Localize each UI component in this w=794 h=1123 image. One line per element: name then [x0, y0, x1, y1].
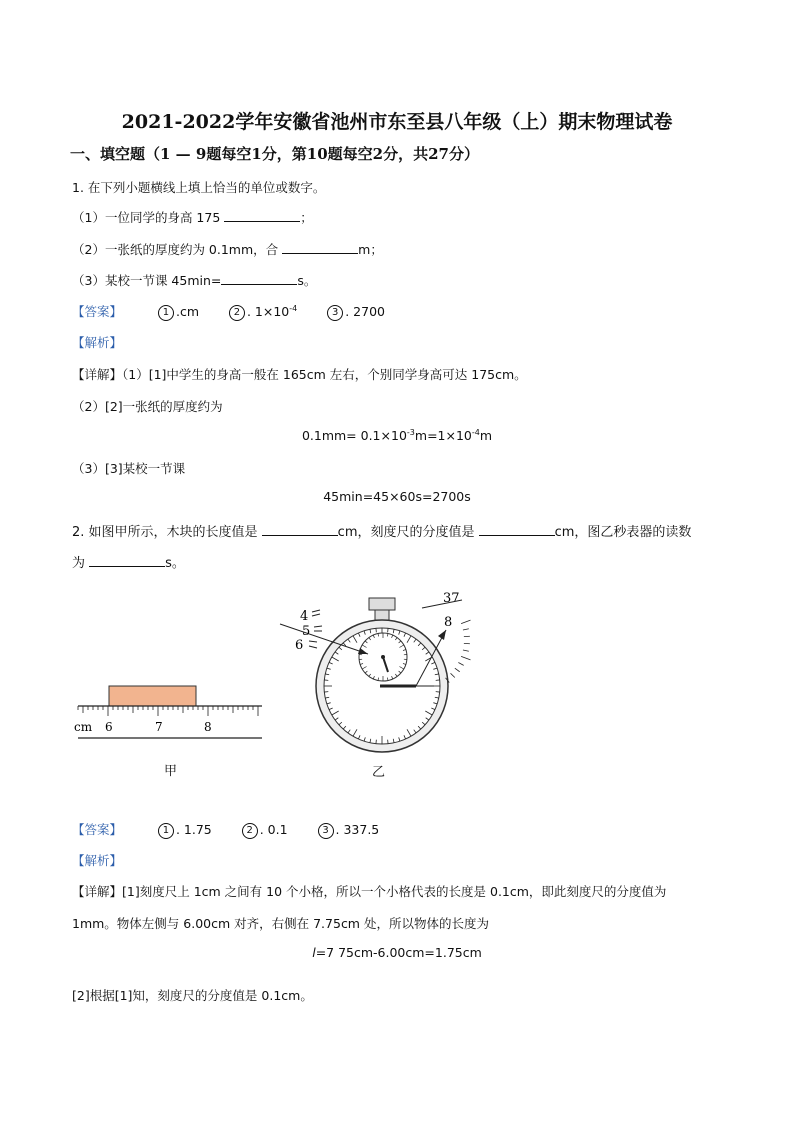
tick-mark: [461, 620, 470, 623]
subdial-zoom-label: 5: [302, 624, 311, 639]
answer-label: 【答案】: [72, 822, 123, 837]
q1-equation-1: [0, 428, 794, 443]
equation-part: 0.1mm= 0.1×10: [301, 428, 407, 444]
ruler-tick-label: 7: [155, 720, 163, 734]
ruler-unit: cm: [74, 720, 93, 734]
q1-part1: [72, 208, 313, 226]
tick-mark: [463, 650, 469, 651]
q1-part2: [72, 240, 383, 258]
page-title: 2021-2022学年安徽省池州市东至县八年级（上）期末物理试卷: [121, 111, 673, 133]
q2-equation: [0, 945, 794, 960]
answer-label: 【答案】: [72, 304, 123, 319]
q2-stem-line2: [72, 552, 185, 571]
ruler-figure: [70, 680, 270, 740]
tick-mark: [463, 629, 469, 630]
zoom-tick: [314, 626, 322, 627]
answer-value: . 1.75: [175, 822, 212, 837]
answer-value: . 337.5: [335, 822, 380, 837]
zoom-tick: [309, 646, 317, 648]
stopwatch-stem: [375, 610, 389, 620]
q2-detail-1: [72, 882, 666, 900]
equation-part: m=1×10: [414, 428, 472, 444]
arrow-head-icon: [438, 630, 446, 640]
q1-part3-prefix: （3）某校一节课 45min=: [72, 273, 222, 288]
q2-detail-3: [2]根据[1]知，刻度尺的分度值是 0.1cm。: [72, 988, 313, 1003]
stopwatch-figure: [276, 590, 506, 760]
circled-number: 2: [229, 305, 245, 321]
circled-number: 2: [242, 823, 258, 839]
q1-detail-2: （2）[2]一张纸的厚度约为: [72, 399, 223, 414]
detail-text: （1）[1]中学生的身高一般在 165cm 左右，个别同学身高可达 175cm。: [122, 367, 527, 382]
detail-label: 【详解】: [72, 367, 123, 382]
stem-text: s。: [165, 556, 185, 571]
q2-stem-line1: [72, 521, 691, 540]
detail-label: 【详解】: [72, 884, 123, 899]
tick-mark: [451, 673, 455, 677]
q1-answer-row: [72, 302, 385, 321]
ruler-tick-marks: [78, 706, 258, 716]
answer-value: .cm: [175, 304, 200, 319]
q1-equation-2: 45min=45×60s=2700s: [323, 489, 471, 504]
q1-part1-suffix: ；: [300, 210, 313, 225]
tick-mark: [461, 656, 470, 659]
answer-blank: [221, 272, 297, 285]
dial-zoom-label: 8: [444, 615, 453, 630]
q1-detail-1: [72, 365, 527, 383]
circled-number: 1: [158, 823, 174, 839]
equation-exponent: -4: [471, 428, 480, 437]
analysis-label: 【解析】: [72, 335, 123, 350]
stem-text: cm，刻度尺的分度值是: [337, 525, 479, 540]
answer-value: . 1×10: [246, 304, 290, 319]
equation-part: m: [479, 428, 493, 444]
ruler-tick-label: 6: [105, 720, 113, 734]
ruler-tick-label: 8: [204, 720, 212, 734]
subdial-zoom-label: 6: [295, 638, 304, 653]
wooden-block: [109, 686, 196, 706]
section-heading: 一、填空题（1 — 9题每空1分，第10题每空2分，共27分）: [70, 145, 479, 163]
answer-blank: [262, 523, 338, 536]
circled-number: 3: [327, 305, 343, 321]
dial-zoom-label: 37: [443, 591, 460, 606]
answer-blank: [224, 209, 300, 222]
analysis-label: 【解析】: [72, 853, 123, 868]
q2-answer-row: [72, 820, 379, 839]
q1-part3: [72, 271, 316, 289]
stem-text: 2. 如图甲所示，木块的长度值是: [72, 525, 262, 540]
equation-exponent: -3: [406, 428, 415, 437]
zoom-tick: [312, 610, 320, 612]
zoom-tick: [309, 641, 317, 642]
figure-label-jia: 甲: [164, 764, 178, 779]
q1-stem: 1. 在下列小题横线上填上恰当的单位或数字。: [72, 180, 326, 195]
figure-label-yi: 乙: [372, 765, 386, 780]
q2-detail-2: 1mm。物体左侧与 6.00cm 对齐，右侧在 7.75cm 处，所以物体的长度为: [72, 916, 489, 931]
stem-text: cm，图乙秒表器的读数: [554, 525, 692, 540]
length-symbol: l: [312, 945, 316, 960]
answer-exponent: -4: [289, 303, 298, 313]
detail-text: [1]刻度尺上 1cm 之间有 10 个小格，所以一个小格代表的长度是 0.1cm，即此刻度尺的分度值为: [122, 884, 667, 899]
equation-part: =7 75cm-6.00cm=1.75cm: [315, 945, 482, 960]
answer-value: . 2700: [345, 304, 385, 319]
tick-mark: [458, 663, 463, 666]
q1-detail-3: （3）[3]某校一节课: [72, 461, 186, 476]
answer-blank: [89, 554, 165, 567]
answer-value: . 0.1: [259, 822, 288, 837]
subdial-zoom-label: 4: [300, 609, 309, 624]
subdial-pivot: [381, 655, 385, 659]
q1-part1-prefix: （1）一位同学的身高 175: [72, 210, 225, 225]
circled-number: 1: [158, 305, 174, 321]
stem-text: 为: [72, 556, 90, 571]
answer-blank: [479, 523, 555, 536]
q1-part2-suffix: m；: [358, 242, 383, 257]
stopwatch-crown: [369, 598, 395, 610]
tick-mark: [455, 668, 460, 672]
zoom-tick: [312, 614, 320, 616]
answer-blank: [282, 241, 358, 254]
q1-part3-suffix: s。: [297, 273, 317, 288]
q1-part2-prefix: （2）一张纸的厚度约为 0.1mm，合: [72, 242, 283, 257]
circled-number: 3: [318, 823, 334, 839]
